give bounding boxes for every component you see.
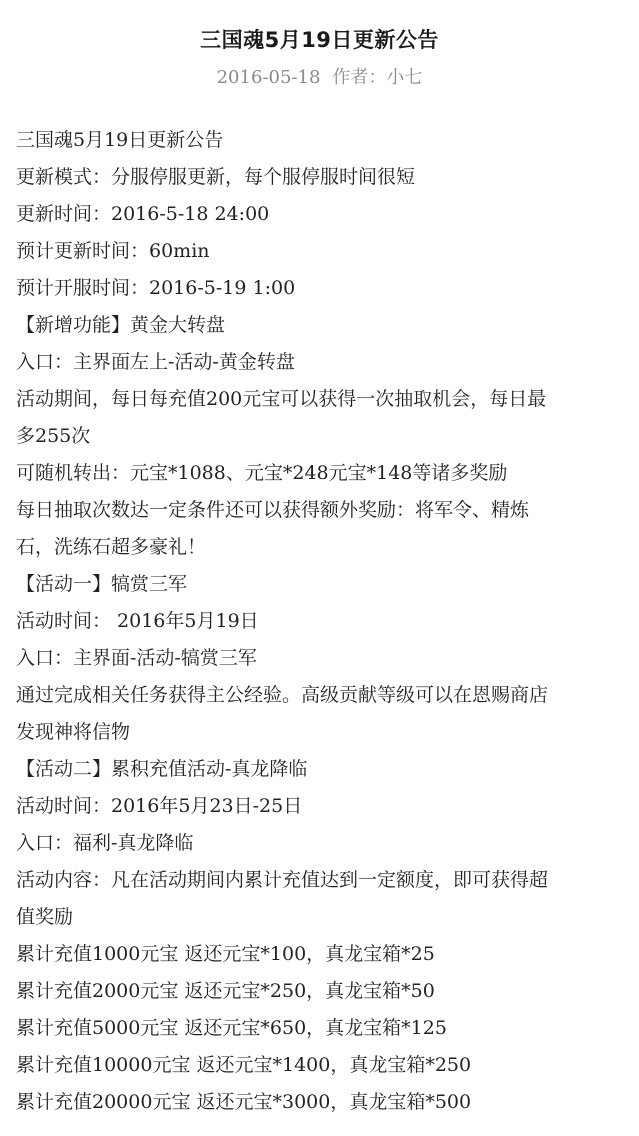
body-line-wheel-entry: 入口：主界面左上-活动-黄金转盘 (16, 351, 295, 373)
reward-tier-2000: 累计充值2000元宝 返还元宝*250，真龙宝箱*50 (16, 980, 435, 1002)
body-line-estimated-duration: 预计更新时间：60min (16, 240, 210, 262)
section-heading-event-two: 【活动二】累积充值活动-真龙降临 (16, 758, 308, 780)
article-title: 三国魂5月19日更新公告 (200, 28, 439, 52)
body-line-wheel-bonus: 每日抽取次数达一定条件还可以获得额外奖励：将军令、精炼 (16, 499, 530, 521)
body-line-event-two-desc-cont: 值奖励 (16, 906, 74, 928)
reward-tier-5000: 累计充值5000元宝 返还元宝*650，真龙宝箱*125 (16, 1017, 447, 1039)
body-line-event-one-desc-cont: 发现神将信物 (16, 721, 131, 743)
body-line-event-two-entry: 入口：福利-真龙降临 (16, 832, 194, 854)
body-line-wheel-rule: 活动期间，每日每充值200元宝可以获得一次抽取机会，每日最 (16, 388, 547, 410)
body-line-event-one-desc: 通过完成相关任务获得主公经验。高级贡献等级可以在恩赐商店 (16, 684, 549, 706)
reward-tier-1000: 累计充值1000元宝 返还元宝*100，真龙宝箱*25 (16, 943, 435, 965)
body-line-announcement-title: 三国魂5月19日更新公告 (16, 129, 224, 151)
body-line-update-time: 更新时间：2016-5-18 24:00 (16, 203, 270, 225)
body-line-wheel-rewards: 可随机转出：元宝*1088、元宝*248元宝*148等诸多奖励 (16, 462, 508, 484)
body-line-event-one-time: 活动时间： 2016年5月19日 (16, 610, 259, 632)
reward-tier-10000: 累计充值10000元宝 返还元宝*1400，真龙宝箱*250 (16, 1054, 472, 1076)
body-line-event-one-entry: 入口：主界面-活动-犒赏三军 (16, 647, 257, 669)
body-line-wheel-bonus-cont: 石，洗练石超多豪礼！ (16, 536, 207, 558)
body-line-update-mode: 更新模式：分服停服更新，每个服停服时间很短 (16, 166, 416, 188)
body-line-event-two-desc: 活动内容：凡在活动期间内累计充值达到一定额度，即可获得超 (16, 869, 549, 891)
article-meta (0, 64, 639, 92)
body-line-server-open-time: 预计开服时间：2016-5-19 1:00 (16, 277, 296, 299)
author-name: 小七 (386, 67, 423, 88)
section-heading-new-feature: 【新增功能】黄金大转盘 (16, 314, 226, 336)
body-line-wheel-rule-cont: 多255次 (16, 425, 91, 447)
article-body (16, 122, 628, 1121)
body-line-event-two-time: 活动时间：2016年5月23日-25日 (16, 795, 303, 817)
author-label: 作者： (332, 67, 387, 88)
publish-date: 2016-05-18 (216, 67, 321, 88)
reward-tier-20000: 累计充值20000元宝 返还元宝*3000，真龙宝箱*500 (16, 1091, 472, 1113)
section-heading-event-one: 【活动一】犒赏三军 (16, 573, 188, 595)
